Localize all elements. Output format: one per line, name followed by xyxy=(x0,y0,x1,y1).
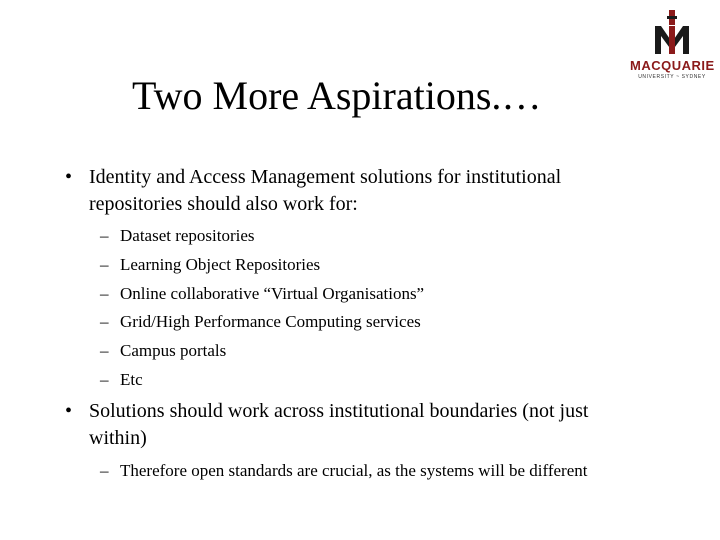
dash-mark: – xyxy=(100,283,109,303)
bullet-item xyxy=(65,398,665,454)
dash-mark: – xyxy=(100,312,109,332)
sub-bullet-text: Etc xyxy=(120,369,143,389)
sub-bullet-text: Dataset repositories xyxy=(120,226,255,245)
dash-mark: – xyxy=(100,254,109,274)
bullet-mark: • xyxy=(65,166,73,188)
sub-bullet-text: Therefore open standards are crucial, as the systems will be different xyxy=(120,461,588,480)
slide-title: Two More Aspirations.… xyxy=(132,73,542,118)
sub-bullet-text: Grid/High Performance Computing services xyxy=(120,312,421,332)
sub-bullet-text: Online collaborative “Virtual Organisations” xyxy=(120,283,425,303)
bullet-item xyxy=(65,164,665,220)
bullet-text: Solutions should work across institutional boundaries (not just within) xyxy=(89,400,589,449)
bullet-text: Identity and Access Management solutions for institutional repositories should also work for: xyxy=(89,166,562,215)
macquarie-crest-icon xyxy=(652,8,692,58)
macquarie-logo xyxy=(630,8,714,84)
logo-tagline: UNIVERSITY ~ SYDNEY xyxy=(638,74,706,80)
dash-mark: – xyxy=(100,226,109,245)
sub-bullet-text: Campus portals xyxy=(120,341,227,361)
dash-mark: – xyxy=(100,341,109,361)
dash-mark: – xyxy=(100,461,109,480)
sub-bullet-text: Learning Object Repositories xyxy=(120,254,321,274)
logo-wordmark: MACQUARIE xyxy=(630,58,715,73)
dash-mark: – xyxy=(100,369,109,389)
bullet-mark: • xyxy=(65,400,73,422)
